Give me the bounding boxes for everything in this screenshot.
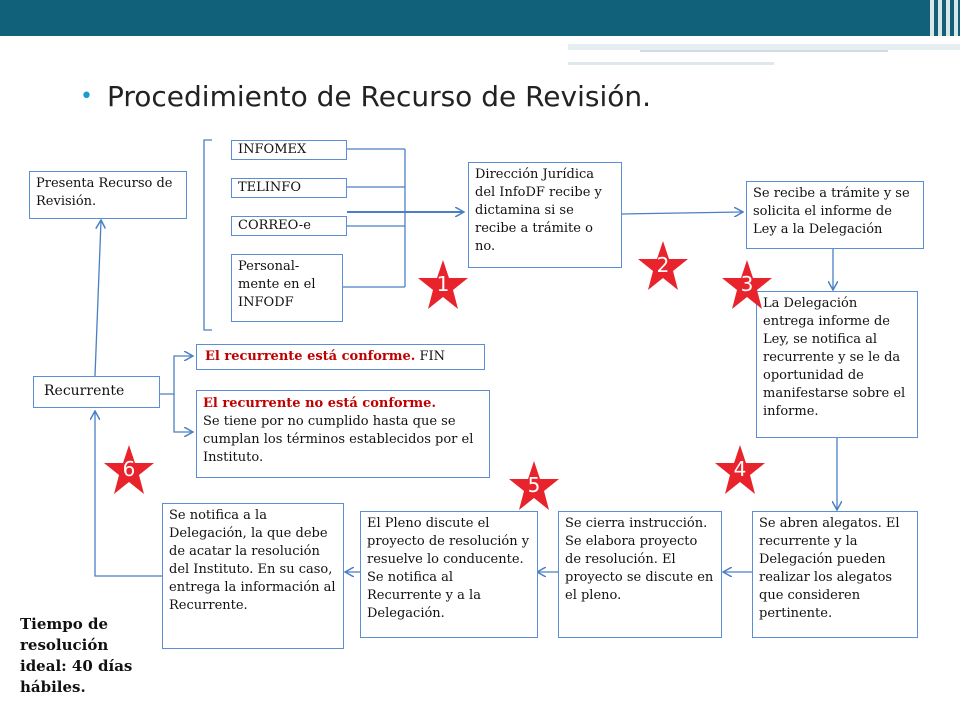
star-number: 2 [656, 253, 670, 277]
box-delegacion-informe: La Delegación entrega informe de Ley, se notifica al recurrente y se le da oportunidad de manifestarse sobre el informe. [756, 291, 918, 438]
star-number: 5 [527, 473, 541, 497]
channels-bracket [204, 140, 212, 330]
box-pleno: El Pleno discute el proyecto de resolución y resuelve lo conducente. Se notifica al Recurrente y a la Delegación. [360, 511, 538, 638]
bullet-icon: • [80, 84, 93, 109]
box-personal: Personal-mente en el INFODF [231, 254, 343, 322]
star-number: 4 [733, 457, 747, 481]
star-marker-6 [103, 444, 155, 496]
star-marker-4 [714, 444, 766, 496]
conforme-red-text: El recurrente está conforme. [205, 349, 416, 364]
arrow-to-presenta [95, 221, 101, 376]
box-recibe-tramite: Se recibe a trámite y se solicita el informe de Ley a la Delegación [746, 181, 924, 249]
star-marker-3 [721, 259, 773, 311]
star-marker-1 [417, 259, 469, 311]
box-telinfo: TELINFO [231, 178, 347, 198]
tiempo-resolucion: Tiempo de resolución ideal: 40 días hábiles. [20, 615, 133, 696]
star-number: 6 [122, 457, 136, 481]
no-conforme-text: Se tiene por no cumplido hasta que se cumplan los términos establecidos por el Instituto. [203, 414, 474, 465]
arrow-to-tramite [622, 212, 742, 214]
arrow-to-no-conforme [174, 394, 192, 432]
arrow-to-conforme [160, 356, 192, 394]
box-direccion-juridica: Dirección Jurídica del InfoDF recibe y dictamina si se recibe a trámite o no. [468, 162, 622, 268]
conforme-fin-text: FIN [415, 349, 446, 364]
box-presenta-recurso: Presenta Recurso de Revisión. [29, 171, 187, 219]
box-notifica-delegacion: Se notifica a la Delegación, la que debe de acatar la resolución del Instituto. En su caso, entrega la información al Recurrente. [162, 503, 344, 649]
star-number: 3 [740, 272, 754, 296]
box-conforme [196, 344, 485, 370]
slide-title-text: Procedimiento de Recurso de Revisión. [106, 80, 652, 113]
star-marker-5 [508, 460, 560, 512]
box-infomex: INFOMEX [231, 140, 347, 160]
no-conforme-red-text: El recurrente no está conforme. [203, 396, 436, 411]
box-alegatos: Se abren alegatos. El recurrente y la Delegación pueden realizar los alegatos que consideren pertinente. [752, 511, 918, 638]
box-correo: CORREO-e [231, 216, 347, 236]
box-recurrente: Recurrente [33, 376, 160, 408]
star-number: 1 [436, 272, 450, 296]
box-cierra-instruccion: Se cierra instrucción. Se elabora proyecto de resolución. El proyecto se discute en el pleno. [558, 511, 722, 638]
star-marker-2 [637, 240, 689, 292]
box-no-conforme [196, 390, 490, 478]
